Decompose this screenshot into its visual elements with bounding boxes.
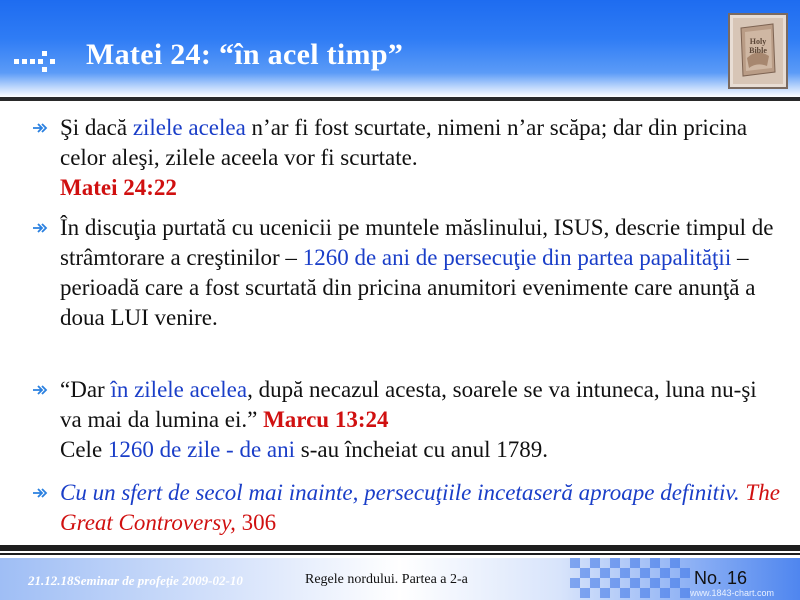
arrow-bullet-icon — [30, 483, 50, 503]
arrow-bullet-icon — [30, 218, 50, 238]
p3-text-d: s-au încheiat cu anul 1789. — [295, 437, 548, 462]
header-divider — [0, 97, 800, 101]
paragraph-1 — [60, 113, 780, 203]
slide-number: No. 16 — [694, 568, 748, 588]
bible-logo — [728, 13, 788, 89]
p2-text-a: În discuţia purtată cu ucenicii pe muntele măslinului, ISUS, descrie timpul de strâmtorare a creştinilor – — [60, 215, 774, 270]
footer-url: www.1843-chart.com — [690, 588, 775, 598]
p1-text-a: Şi dacă — [60, 115, 133, 140]
slide-footer — [0, 558, 800, 600]
checker-pattern — [570, 558, 690, 600]
p1-text-b: n’ar fi fost scurtate, nimeni n’ar scăpa; dar din pricina celor aleşi, zilele aceela vor fi scurtate. — [60, 115, 748, 170]
p3-highlight-2: 1260 de zile - de ani — [107, 437, 296, 462]
footer-divider-thin — [0, 553, 800, 555]
p2-text-b: –perioadă care a fost scurtată din pricina anumitori evenimente care anunţă a doua LUI venire. — [60, 245, 756, 330]
slide-title: Matei 24: “în acel timp” — [86, 38, 404, 71]
paragraph-2 — [60, 213, 780, 333]
paragraph-4 — [60, 478, 780, 538]
arrow-bullet-icon — [30, 380, 50, 400]
p3-text-b: , după necazul acesta, soarele se va intuneca, luna nu-şi va mai da lumina ei.” — [60, 377, 757, 432]
arrow-bullet-icon — [30, 118, 50, 138]
p3-highlight: în zilele acelea — [110, 377, 248, 402]
paragraph-3 — [60, 375, 780, 465]
footer-presentation-title: Regele nordului. Partea a 2-a — [305, 572, 468, 587]
p3-reference: Marcu 13:24 — [263, 407, 389, 432]
svg-text:Bible: Bible — [749, 46, 767, 55]
p3-text-c: Cele — [60, 437, 108, 462]
bible-logo-text: Holy — [749, 37, 767, 46]
p3-text-a: “Dar — [60, 377, 111, 402]
footer-divider — [0, 545, 800, 551]
slide-header — [0, 0, 800, 97]
p4-source-page: 306 — [241, 510, 277, 535]
p4-source-title: The Great Controversy, — [60, 480, 780, 535]
p1-reference: Matei 24:22 — [60, 175, 177, 200]
p2-highlight: 1260 de ani de persecuţie din partea papalităţii — [302, 245, 732, 270]
dots-icon — [12, 49, 64, 77]
p4-text-a: Cu un sfert de secol mai inainte, persecuţiile incetaseră aproape definitiv. — [60, 480, 746, 505]
p1-highlight: zilele acelea — [132, 115, 246, 140]
footer-date-seminar: 21.12.18Seminar de profeţie 2009-02-10 — [28, 573, 243, 588]
